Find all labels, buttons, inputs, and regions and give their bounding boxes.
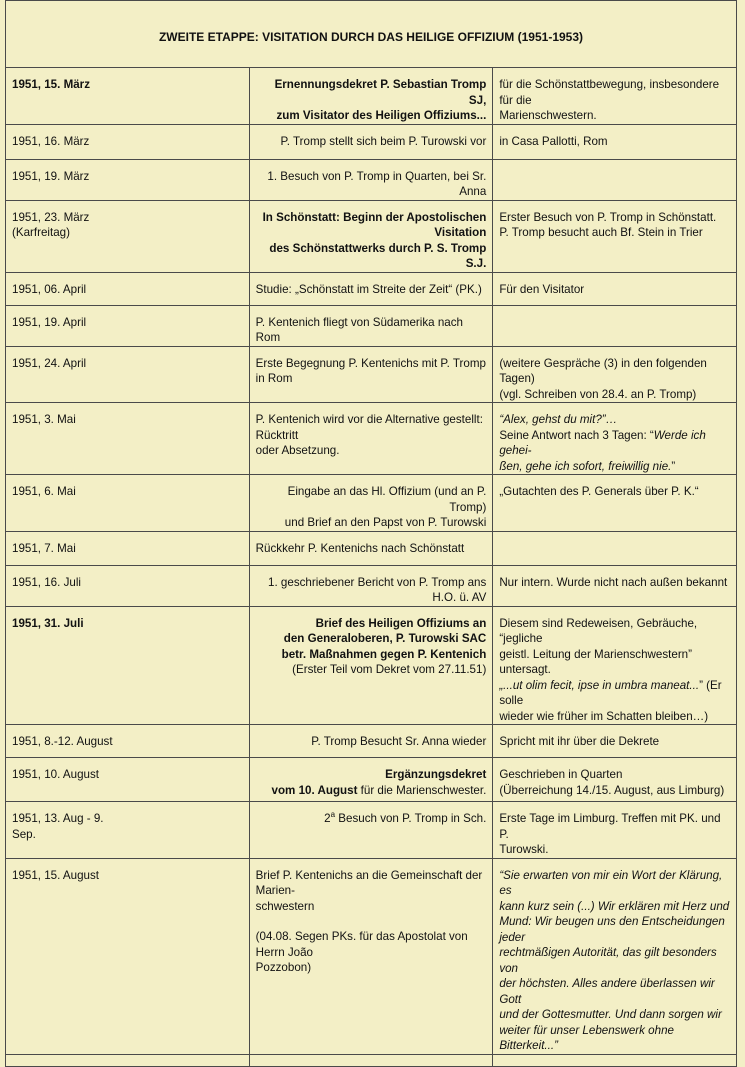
date-cell: 1951, 6. Mai [6, 475, 250, 532]
note-cell: Spricht mit ihr über die Dekrete [493, 725, 737, 758]
table-row [6, 858, 737, 1054]
date-cell: 1951, 7. Mai [6, 531, 250, 565]
table-row-partial [6, 1054, 737, 1066]
note-cell: Nur intern. Wurde nicht nach außen bekannt [493, 565, 737, 606]
event-cell: Ergänzungsdekret vom 10. August für die Marienschwester. [249, 758, 493, 802]
section-title: ZWEITE ETAPPE: VISITATION DURCH DAS HEILIGE OFFIZIUM (1951-1953) [6, 1, 737, 68]
date-cell: 1951, 13. Aug - 9. Sep. [6, 802, 250, 859]
event-cell: 2$^a$ Besuch von P. Tromp in Sch. [249, 802, 493, 859]
event-cell: P. Kentenich wird vor die Alternative gestellt: Rücktritt oder Absetzung. [249, 403, 493, 475]
date-cell: 1951, 24. April [6, 346, 250, 403]
table-row [6, 725, 737, 758]
table-row [6, 68, 737, 125]
table-row [6, 802, 737, 859]
event-cell: 1. Besuch von P. Tromp in Quarten, bei Sr. Anna [249, 159, 493, 200]
table-header-row [6, 1, 737, 68]
event-cell: 1. geschriebener Bericht von P. Tromp ans H.O. ü. AV [249, 565, 493, 606]
date-cell: 1951, 23. März (Karfreitag) [6, 200, 250, 272]
event-cell: Brief P. Kentenichs an die Gemeinschaft der Marien- schwestern (04.08. Segen PKs. für das Apostolat von Herrn João Pozzobon) [249, 858, 493, 1054]
date-cell: 1951, 06. April [6, 272, 250, 305]
note-cell: in Casa Pallotti, Rom [493, 124, 737, 159]
table-row [6, 758, 737, 802]
date-cell: 1951, 15. März [6, 68, 250, 125]
table-row [6, 606, 737, 725]
table-row [6, 346, 737, 403]
date-cell: 1951, 15. August [6, 858, 250, 1054]
table-row [6, 403, 737, 475]
note-cell: “Sie erwarten von mir ein Wort der Klärung, es kann kurz sein (...) Wir erklären mit Herz und Mund: Wir beugen uns den Entscheidungen jeder rechtmäßigen Autorität, das gilt besonders von der höchsten. Alles andere überlassen wir Gott und der Gottesmutter. Und dann sorgen wir weiter für unser Lebenswerk ohne Bitterkeit...” [493, 858, 737, 1054]
note-cell: für die Schönstattbewegung, insbesondere für die Marienschwestern. [493, 68, 737, 125]
date-cell: 1951, 10. August [6, 758, 250, 802]
table-row [6, 565, 737, 606]
note-cell: Erste Tage im Limburg. Treffen mit PK. und P. Turowski. [493, 802, 737, 859]
event-cell: Eingabe an das Hl. Offizium (und an P. Tromp) und Brief an den Papst von P. Turowski [249, 475, 493, 532]
chronology-table [5, 0, 737, 1067]
note-cell: Erster Besuch von P. Tromp in Schönstatt. P. Tromp besucht auch Bf. Stein in Trier [493, 200, 737, 272]
date-cell: 1951, 31. Juli [6, 606, 250, 725]
table-row [6, 531, 737, 565]
note-cell: Geschrieben in Quarten (Überreichung 14./15. August, aus Limburg) [493, 758, 737, 802]
table-row [6, 305, 737, 346]
date-cell: 1951, 16. Juli [6, 565, 250, 606]
table-row [6, 124, 737, 159]
note-cell [493, 159, 737, 200]
event-cell: Rückkehr P. Kentenichs nach Schönstatt [249, 531, 493, 565]
note-cell: „Gutachten des P. Generals über P. K.“ [493, 475, 737, 532]
note-cell: (weitere Gespräche (3) in den folgenden Tagen) (vgl. Schreiben von 28.4. an P. Tromp) [493, 346, 737, 403]
note-cell: Für den Visitator [493, 272, 737, 305]
event-cell: Erste Begegnung P. Kentenichs mit P. Tromp in Rom [249, 346, 493, 403]
table-row [6, 200, 737, 272]
event-cell: P. Tromp stellt sich beim P. Turowski vor [249, 124, 493, 159]
note-cell [493, 531, 737, 565]
event-cell: P. Kentenich fliegt von Südamerika nach Rom [249, 305, 493, 346]
date-cell: 1951, 19. März [6, 159, 250, 200]
note-cell: Diesem sind Redeweisen, Gebräuche, “jegliche geistl. Leitung der Marienschwestern” untersagt. „...ut olim fecit, ipse in umbra maneat...” (Er solle wieder wie früher im Schatten bleiben…) [493, 606, 737, 725]
event-cell: P. Tromp Besucht Sr. Anna wieder [249, 725, 493, 758]
event-cell: In Schönstatt: Beginn der Apostolischen Visitation des Schönstattwerks durch P. S. Tromp S.J. [249, 200, 493, 272]
table-row [6, 475, 737, 532]
date-cell: 1951, 19. April [6, 305, 250, 346]
date-cell: 1951, 8.-12. August [6, 725, 250, 758]
note-cell: “Alex, gehst du mit?”… Seine Antwort nach 3 Tagen: “Werde ich gehei- ßen, gehe ich sofort, freiwillig nie.” [493, 403, 737, 475]
date-cell: 1951, 3. Mai [6, 403, 250, 475]
event-cell: Studie: „Schönstatt im Streite der Zeit“ (PK.) [249, 272, 493, 305]
date-cell: 1951, 16. März [6, 124, 250, 159]
event-cell: Ernennungsdekret P. Sebastian Tromp SJ, zum Visitator des Heiligen Offiziums... [249, 68, 493, 125]
note-cell [493, 305, 737, 346]
table-row [6, 159, 737, 200]
event-cell: Brief des Heiligen Offiziums an den Generaloberen, P. Turowski SAC betr. Maßnahmen gegen P. Kentenich (Erster Teil vom Dekret vom 27.11.51) [249, 606, 493, 725]
table-row [6, 272, 737, 305]
